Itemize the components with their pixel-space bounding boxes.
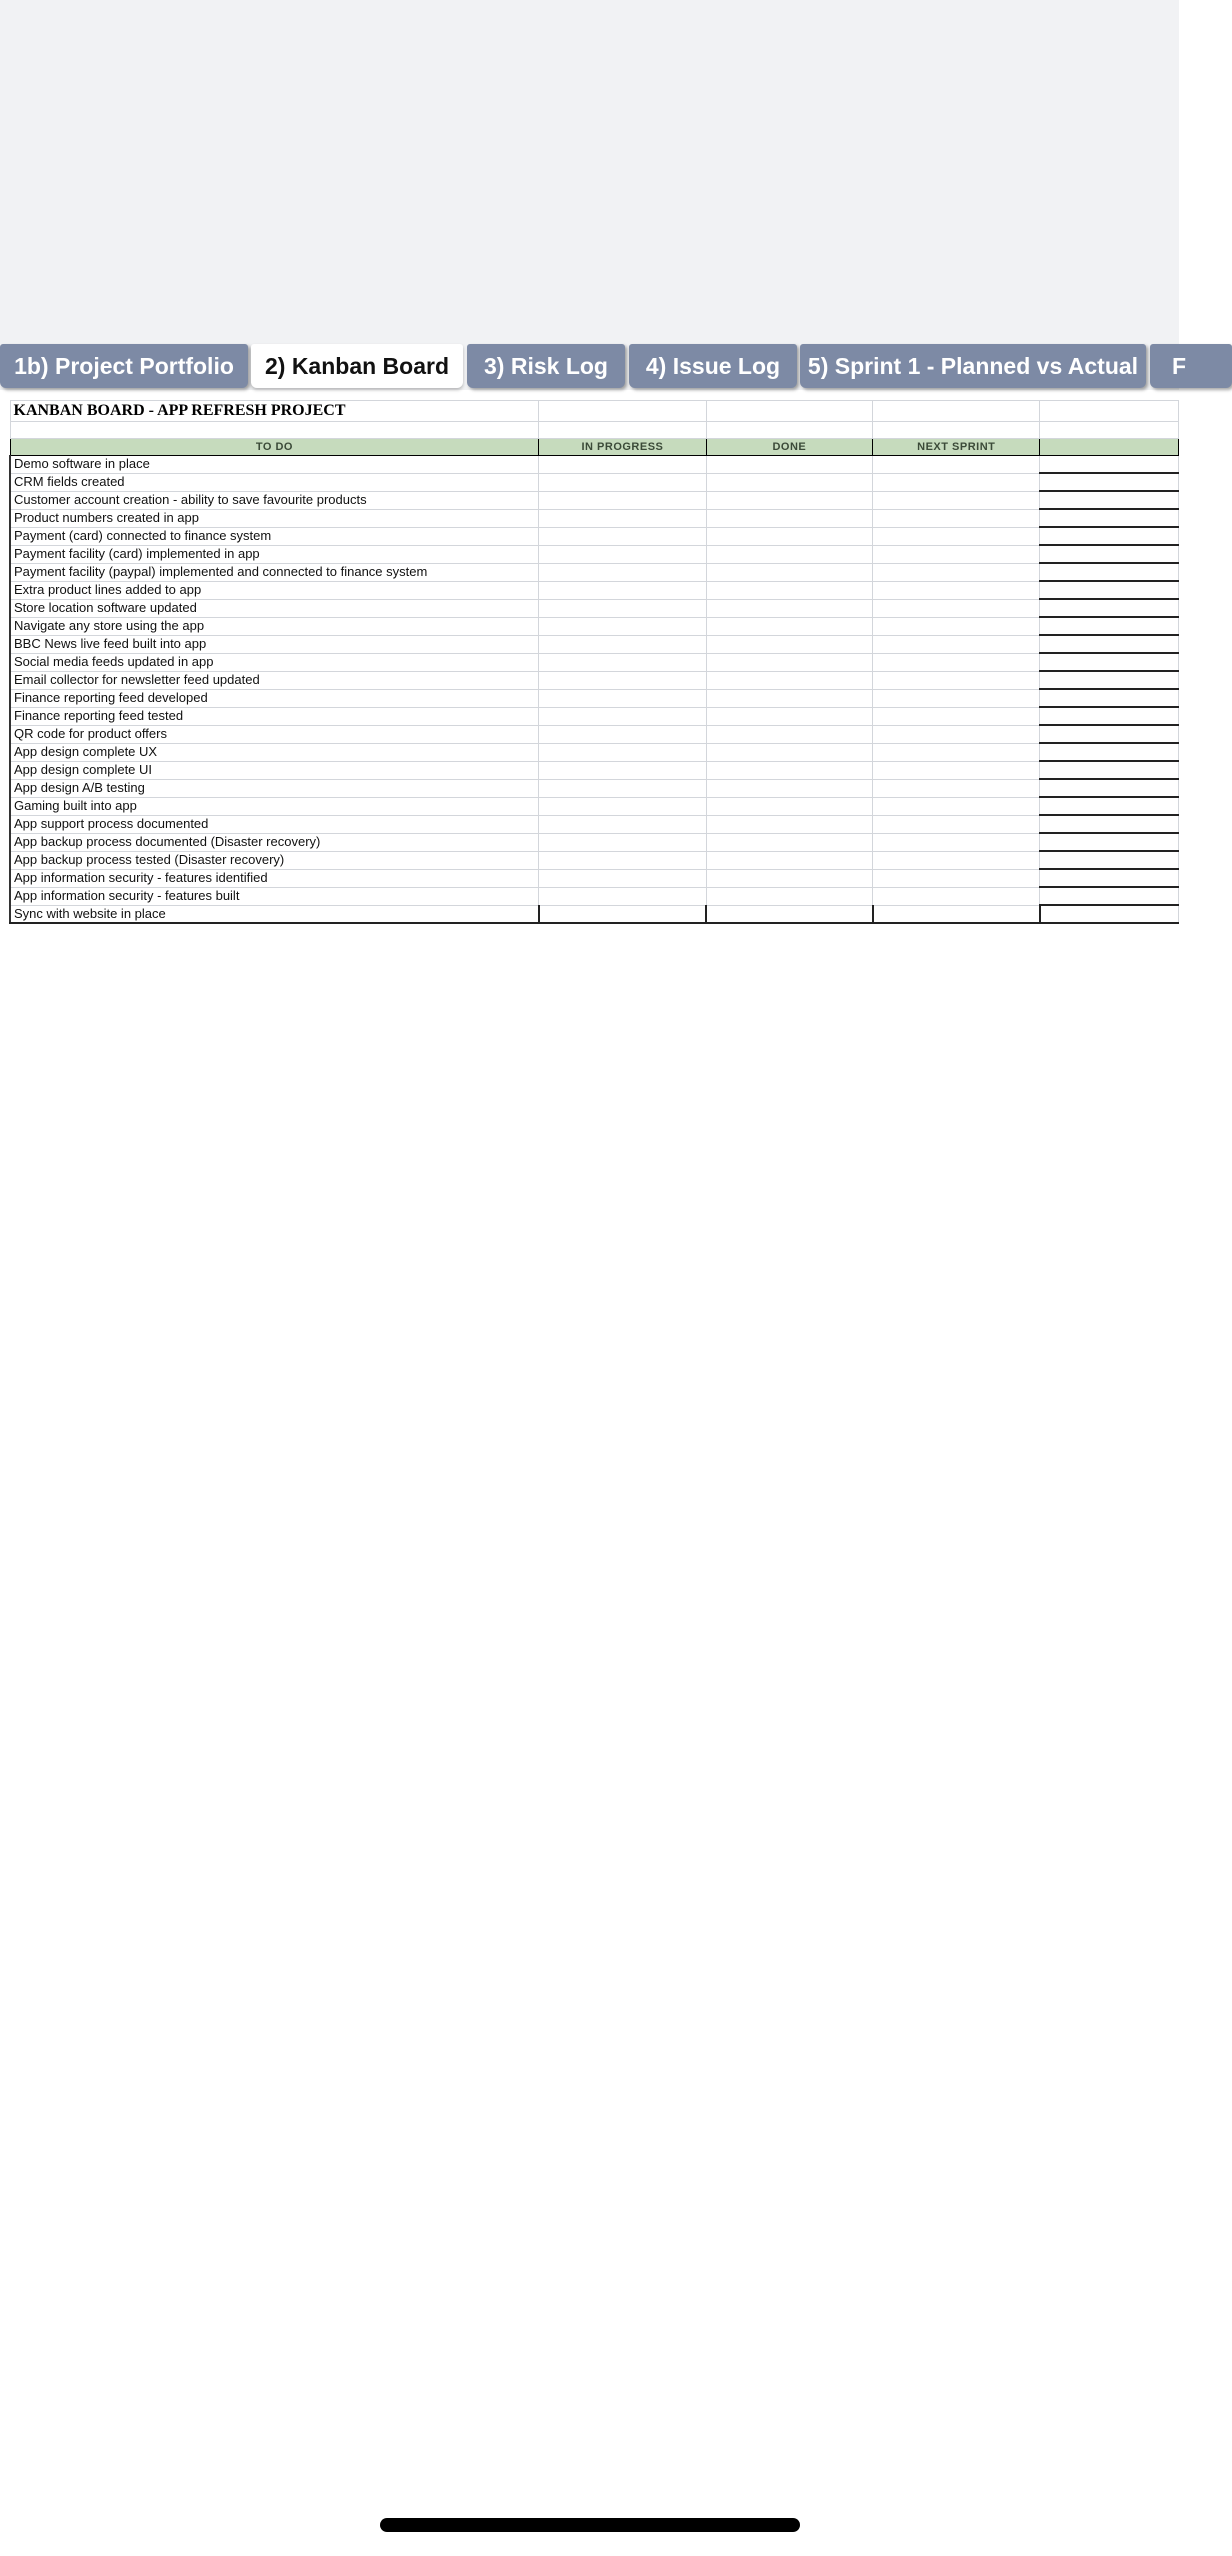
task-cell[interactable]: Email collector for newsletter feed updated	[10, 671, 539, 689]
sheet-tab-bar	[0, 344, 1187, 390]
cell[interactable]	[706, 743, 873, 761]
task-cell[interactable]: Payment facility (paypal) implemented and connected to finance system	[10, 563, 539, 581]
tab-project-portfolio[interactable]: 1b) Project Portfolio	[0, 344, 248, 388]
cell[interactable]	[873, 491, 1040, 509]
cell[interactable]	[539, 401, 706, 422]
cell[interactable]	[1040, 815, 1179, 833]
cell[interactable]	[706, 671, 873, 689]
cell[interactable]	[706, 635, 873, 653]
task-row	[10, 779, 1179, 797]
cell[interactable]	[1040, 743, 1179, 761]
task-cell[interactable]: BBC News live feed built into app	[10, 635, 539, 653]
cell[interactable]	[706, 779, 873, 797]
task-cell[interactable]: App support process documented	[10, 815, 539, 833]
cell[interactable]	[873, 851, 1040, 869]
cell[interactable]	[706, 617, 873, 635]
cell[interactable]	[706, 509, 873, 527]
cell[interactable]	[873, 743, 1040, 761]
cell[interactable]	[1040, 422, 1179, 439]
top-blank-area	[0, 0, 1179, 344]
cell[interactable]	[1040, 833, 1179, 851]
task-row	[10, 833, 1179, 851]
cell[interactable]	[873, 707, 1040, 725]
cell[interactable]	[539, 725, 706, 743]
cell[interactable]	[1040, 905, 1179, 923]
cell[interactable]	[539, 797, 706, 815]
cell[interactable]	[539, 527, 706, 545]
cell[interactable]	[873, 401, 1040, 422]
cell[interactable]	[539, 815, 706, 833]
cell[interactable]	[873, 653, 1040, 671]
cell[interactable]	[706, 581, 873, 599]
header-in-progress[interactable]: IN PROGRESS	[539, 439, 706, 456]
cell[interactable]	[1040, 599, 1179, 617]
cell[interactable]	[873, 905, 1040, 923]
cell[interactable]	[1040, 671, 1179, 689]
sheet-title-cell[interactable]	[10, 401, 539, 422]
cell[interactable]	[539, 761, 706, 779]
task-cell[interactable]: App design complete UI	[10, 761, 539, 779]
cell[interactable]	[10, 422, 539, 439]
cell[interactable]	[1040, 473, 1179, 491]
cell[interactable]	[1040, 456, 1179, 474]
cell[interactable]	[706, 599, 873, 617]
task-row	[10, 527, 1179, 545]
cell[interactable]	[706, 545, 873, 563]
cell[interactable]	[1040, 635, 1179, 653]
cell[interactable]	[873, 545, 1040, 563]
cell[interactable]	[873, 689, 1040, 707]
task-cell[interactable]: Navigate any store using the app	[10, 617, 539, 635]
cell[interactable]	[873, 563, 1040, 581]
cell[interactable]	[706, 869, 873, 887]
cell[interactable]	[1040, 563, 1179, 581]
task-cell[interactable]: App information security - features built	[10, 887, 539, 905]
cell[interactable]	[539, 617, 706, 635]
cell[interactable]	[873, 599, 1040, 617]
cell[interactable]	[873, 617, 1040, 635]
task-cell[interactable]: App design A/B testing	[10, 779, 539, 797]
task-cell[interactable]: App information security - features identified	[10, 869, 539, 887]
task-row	[10, 653, 1179, 671]
cell[interactable]	[1040, 779, 1179, 797]
task-row	[10, 456, 1179, 474]
task-row	[10, 869, 1179, 887]
task-cell[interactable]: App design complete UX	[10, 743, 539, 761]
home-indicator	[380, 2518, 800, 2532]
cell[interactable]	[1040, 617, 1179, 635]
task-row	[10, 635, 1179, 653]
task-cell[interactable]: App backup process documented (Disaster recovery)	[10, 833, 539, 851]
cell[interactable]	[873, 887, 1040, 905]
cell[interactable]	[706, 761, 873, 779]
cell[interactable]	[873, 581, 1040, 599]
cell[interactable]	[873, 509, 1040, 527]
task-row	[10, 815, 1179, 833]
cell[interactable]	[706, 905, 873, 923]
cell[interactable]	[539, 456, 706, 474]
task-row	[10, 473, 1179, 491]
tab-kanban-board[interactable]: 2) Kanban Board	[251, 344, 463, 388]
header-done[interactable]: DONE	[706, 439, 873, 456]
cell[interactable]	[1040, 707, 1179, 725]
cell[interactable]	[1040, 725, 1179, 743]
task-row	[10, 761, 1179, 779]
cell[interactable]	[1040, 689, 1179, 707]
task-row	[10, 905, 1179, 923]
cell[interactable]	[539, 635, 706, 653]
column-header-row	[10, 439, 1179, 456]
task-row	[10, 509, 1179, 527]
task-row	[10, 851, 1179, 869]
cell[interactable]	[873, 422, 1040, 439]
task-cell[interactable]: Gaming built into app	[10, 797, 539, 815]
task-cell[interactable]: Payment (card) connected to finance system	[10, 527, 539, 545]
task-row	[10, 887, 1179, 905]
tab-partial[interactable]: F	[1150, 344, 1232, 388]
cell[interactable]	[873, 833, 1040, 851]
task-cell[interactable]: Extra product lines added to app	[10, 581, 539, 599]
task-row	[10, 599, 1179, 617]
task-cell[interactable]: Finance reporting feed developed	[10, 689, 539, 707]
cell[interactable]	[539, 422, 706, 439]
task-row	[10, 671, 1179, 689]
task-row	[10, 725, 1179, 743]
header-todo[interactable]: TO DO	[10, 439, 539, 456]
cell[interactable]	[1040, 797, 1179, 815]
cell[interactable]	[706, 473, 873, 491]
cell[interactable]	[539, 689, 706, 707]
cell[interactable]	[873, 779, 1040, 797]
tab-sprint-1[interactable]: 5) Sprint 1 - Planned vs Actual	[800, 344, 1146, 388]
cell[interactable]	[1040, 491, 1179, 509]
cell[interactable]	[706, 422, 873, 439]
cell[interactable]	[1040, 887, 1179, 905]
cell[interactable]	[706, 456, 873, 474]
task-cell[interactable]: Social media feeds updated in app	[10, 653, 539, 671]
task-cell[interactable]: CRM fields created	[10, 473, 539, 491]
task-row	[10, 689, 1179, 707]
cell[interactable]	[539, 491, 706, 509]
task-row	[10, 581, 1179, 599]
cell[interactable]	[539, 509, 706, 527]
task-row	[10, 707, 1179, 725]
task-cell[interactable]: Product numbers created in app	[10, 509, 539, 527]
cell[interactable]	[1040, 851, 1179, 869]
cell[interactable]	[539, 833, 706, 851]
cell[interactable]	[1040, 761, 1179, 779]
cell[interactable]	[873, 527, 1040, 545]
cell[interactable]	[539, 653, 706, 671]
cell[interactable]	[539, 545, 706, 563]
cell[interactable]	[706, 563, 873, 581]
cell[interactable]	[873, 797, 1040, 815]
cell[interactable]	[873, 815, 1040, 833]
cell[interactable]	[706, 725, 873, 743]
tab-issue-log[interactable]: 4) Issue Log	[629, 344, 797, 388]
cell[interactable]	[706, 707, 873, 725]
cell[interactable]	[539, 581, 706, 599]
header-extra[interactable]	[1040, 439, 1179, 456]
cell[interactable]	[706, 527, 873, 545]
kanban-grid	[9, 400, 1179, 924]
task-row	[10, 491, 1179, 509]
tab-risk-log[interactable]: 3) Risk Log	[467, 344, 625, 388]
sheet-title: KANBAN BOARD - APP REFRESH PROJECT	[13, 402, 346, 419]
task-cell[interactable]: Customer account creation - ability to save favourite products	[10, 491, 539, 509]
task-cell[interactable]: App backup process tested (Disaster recovery)	[10, 851, 539, 869]
cell[interactable]	[539, 851, 706, 869]
cell[interactable]	[873, 456, 1040, 474]
cell[interactable]	[539, 671, 706, 689]
cell[interactable]	[539, 887, 706, 905]
cell[interactable]	[706, 833, 873, 851]
task-row	[10, 545, 1179, 563]
task-row	[10, 743, 1179, 761]
task-row	[10, 797, 1179, 815]
cell[interactable]	[706, 653, 873, 671]
cell[interactable]	[539, 599, 706, 617]
cell[interactable]	[539, 779, 706, 797]
cell[interactable]	[1040, 581, 1179, 599]
cell[interactable]	[1040, 653, 1179, 671]
cell[interactable]	[539, 869, 706, 887]
cell[interactable]	[539, 743, 706, 761]
cell[interactable]	[706, 851, 873, 869]
cell[interactable]	[1040, 869, 1179, 887]
task-cell[interactable]: Demo software in place	[10, 456, 539, 474]
task-cell[interactable]: Sync with website in place	[10, 905, 539, 923]
task-cell[interactable]: Store location software updated	[10, 599, 539, 617]
cell[interactable]	[706, 797, 873, 815]
cell[interactable]	[873, 761, 1040, 779]
cell[interactable]	[873, 473, 1040, 491]
cell[interactable]	[1040, 545, 1179, 563]
cell[interactable]	[706, 815, 873, 833]
cell[interactable]	[706, 689, 873, 707]
cell[interactable]	[1040, 401, 1179, 422]
cell[interactable]	[706, 401, 873, 422]
cell[interactable]	[706, 491, 873, 509]
task-cell[interactable]: Finance reporting feed tested	[10, 707, 539, 725]
cell[interactable]	[873, 671, 1040, 689]
cell[interactable]	[873, 869, 1040, 887]
cell[interactable]	[873, 725, 1040, 743]
cell[interactable]	[539, 707, 706, 725]
header-next-sprint[interactable]: NEXT SPRINT	[873, 439, 1040, 456]
cell[interactable]	[539, 473, 706, 491]
task-row	[10, 617, 1179, 635]
cell[interactable]	[1040, 509, 1179, 527]
cell[interactable]	[706, 887, 873, 905]
cell[interactable]	[1040, 527, 1179, 545]
task-cell[interactable]: QR code for product offers	[10, 725, 539, 743]
task-cell[interactable]: Payment facility (card) implemented in app	[10, 545, 539, 563]
cell[interactable]	[873, 635, 1040, 653]
spreadsheet-area	[0, 400, 1179, 920]
task-row	[10, 563, 1179, 581]
cell[interactable]	[539, 563, 706, 581]
cell[interactable]	[539, 905, 706, 923]
